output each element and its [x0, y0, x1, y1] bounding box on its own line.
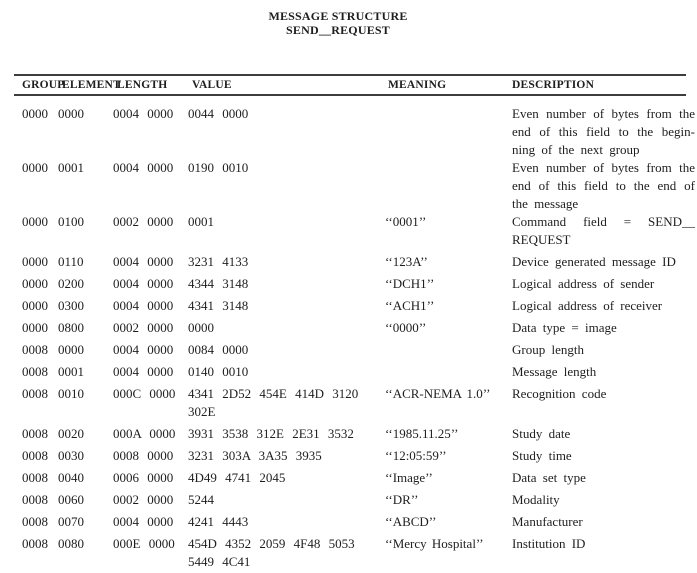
- table-row: [20, 447, 695, 465]
- cell-description: Study time: [512, 448, 572, 463]
- cell-length: 0008 0000: [113, 448, 174, 463]
- table-header-bottom-rule: [14, 94, 686, 96]
- cell-value: 3231 303A 3A35 3935: [188, 448, 322, 463]
- cell-meaning: ‘‘ABCD’’: [385, 514, 437, 529]
- cell-group: 0000: [22, 298, 48, 313]
- cell-meaning: [385, 341, 512, 359]
- cell-group: 0008: [22, 536, 48, 551]
- cell-element: 0001: [58, 160, 84, 175]
- cell-value: 0000: [188, 320, 214, 335]
- cell-meaning: ‘‘0001’’: [385, 214, 427, 229]
- cell-value: 4241 4443: [188, 514, 249, 529]
- cell-length: 0006 0000: [113, 470, 174, 485]
- cell-meaning: ‘‘0000’’: [385, 320, 427, 335]
- cell-element: 0200: [58, 276, 84, 291]
- table-row: [20, 213, 695, 249]
- cell-length: 0002 0000: [113, 320, 174, 335]
- cell-group: 0000: [22, 106, 48, 121]
- cell-element: 0000: [58, 342, 84, 357]
- col-header-meaning: MEANING: [388, 79, 447, 91]
- table-row: [20, 469, 695, 487]
- cell-value: 4341 3148: [188, 298, 249, 313]
- table-row: [20, 159, 695, 213]
- cell-description: Manufacturer: [512, 514, 583, 529]
- table-row: [20, 535, 695, 571]
- cell-meaning: ‘‘Image’’: [385, 470, 433, 485]
- cell-value: 3931 3538 312E 2E31 3532: [188, 426, 354, 441]
- cell-length: 0004 0000: [113, 254, 174, 269]
- col-header-element: ELEMENT: [62, 79, 121, 91]
- table-row: [20, 491, 695, 509]
- cell-length: 000C 0000: [113, 386, 176, 401]
- cell-length: 0002 0000: [113, 214, 174, 229]
- cell-value: 0044 0000: [188, 106, 249, 121]
- table-row: [20, 385, 695, 421]
- table-body: [20, 105, 695, 573]
- col-header-value: VALUE: [192, 79, 232, 91]
- cell-length: 0004 0000: [113, 106, 174, 121]
- table-row: [20, 363, 695, 381]
- table-row: [20, 275, 695, 293]
- cell-value: 4D49 4741 2045: [188, 470, 286, 485]
- cell-description: Logical address of receiver: [512, 298, 663, 313]
- cell-element: 0030: [58, 448, 84, 463]
- table-row: [20, 341, 695, 359]
- cell-value: 0190 0010: [188, 160, 249, 175]
- cell-element: 0800: [58, 320, 84, 335]
- document-title: MESSAGE STRUCTURE: [268, 9, 408, 23]
- cell-group: 0008: [22, 448, 48, 463]
- cell-element: 0020: [58, 426, 84, 441]
- cell-meaning: ‘‘12:05:59’’: [385, 448, 447, 463]
- cell-description: Data type = image: [512, 320, 617, 335]
- cell-meaning: ‘‘123A’’: [385, 254, 428, 269]
- cell-description: Recognition code: [512, 386, 607, 401]
- cell-description: Command field = SEND__ REQUEST: [512, 214, 695, 247]
- cell-group: 0008: [22, 514, 48, 529]
- cell-description: Modality: [512, 492, 560, 507]
- cell-length: 0004 0000: [113, 364, 174, 379]
- table-row: [20, 319, 695, 337]
- cell-group: 0008: [22, 426, 48, 441]
- cell-group: 0008: [22, 364, 48, 379]
- cell-group: 0000: [22, 214, 48, 229]
- cell-element: 0100: [58, 214, 84, 229]
- cell-description: Even number of bytes from the end of this field to the begin- ning of the next group: [512, 106, 695, 157]
- cell-group: 0000: [22, 320, 48, 335]
- cell-meaning: ‘‘DR’’: [385, 492, 419, 507]
- cell-value: 4344 3148: [188, 276, 249, 291]
- cell-value: 4341 2D52 454E 414D 3120 302E: [188, 386, 359, 419]
- cell-description: Institution ID: [512, 536, 586, 551]
- cell-group: 0008: [22, 342, 48, 357]
- cell-description: Device generated message ID: [512, 254, 676, 269]
- table-row: [20, 253, 695, 271]
- col-header-description: DESCRIPTION: [512, 79, 595, 91]
- cell-element: 0000: [58, 106, 84, 121]
- cell-group: 0000: [22, 160, 48, 175]
- cell-value: 0140 0010: [188, 364, 249, 379]
- cell-meaning: ‘‘1985.11.25’’: [385, 426, 459, 441]
- cell-meaning: ‘‘Mercy Hospital’’: [385, 536, 484, 551]
- cell-value: 0001: [188, 214, 214, 229]
- cell-length: 0004 0000: [113, 298, 174, 313]
- cell-value: 454D 4352 2059 4F48 5053 5449 4C41: [188, 536, 355, 569]
- cell-meaning: ‘‘DCH1’’: [385, 276, 435, 291]
- table-row: [20, 513, 695, 531]
- cell-meaning: [385, 159, 512, 213]
- cell-description: Study date: [512, 426, 571, 441]
- cell-length: 0004 0000: [113, 276, 174, 291]
- cell-element: 0070: [58, 514, 84, 529]
- cell-element: 0010: [58, 386, 84, 401]
- cell-value: 3231 4133: [188, 254, 249, 269]
- cell-element: 0110: [58, 254, 84, 269]
- cell-group: 0008: [22, 492, 48, 507]
- cell-description: Group length: [512, 342, 584, 357]
- cell-meaning: ‘‘ACR-NEMA 1.0’’: [385, 386, 491, 401]
- col-header-group: GROUP: [22, 79, 65, 91]
- cell-group: 0000: [22, 276, 48, 291]
- cell-meaning: ‘‘ACH1’’: [385, 298, 435, 313]
- cell-element: 0080: [58, 536, 84, 551]
- cell-meaning: [385, 105, 512, 159]
- cell-value: 0084 0000: [188, 342, 249, 357]
- cell-group: 0008: [22, 386, 48, 401]
- table-row: [20, 297, 695, 315]
- cell-meaning: [385, 363, 512, 381]
- cell-value: 5244: [188, 492, 214, 507]
- cell-description: Logical address of sender: [512, 276, 655, 291]
- table-top-rule: [14, 74, 686, 76]
- cell-element: 0040: [58, 470, 84, 485]
- table-row: [20, 105, 695, 159]
- cell-description: Message length: [512, 364, 597, 379]
- cell-length: 0004 0000: [113, 342, 174, 357]
- col-header-length: LENGTH: [117, 79, 168, 91]
- cell-group: 0000: [22, 254, 48, 269]
- cell-length: 0004 0000: [113, 160, 174, 175]
- cell-length: 0002 0000: [113, 492, 174, 507]
- cell-element: 0060: [58, 492, 84, 507]
- title-block: [0, 9, 676, 37]
- cell-element: 0300: [58, 298, 84, 313]
- cell-description: Data set type: [512, 470, 586, 485]
- cell-element: 0001: [58, 364, 84, 379]
- cell-length: 000E 0000: [113, 536, 175, 551]
- cell-group: 0008: [22, 470, 48, 485]
- cell-description: Even number of bytes from the end of this field to the end of the message: [512, 160, 695, 211]
- table-row: [20, 425, 695, 443]
- cell-length: 0004 0000: [113, 514, 174, 529]
- document-subtitle: SEND__REQUEST: [286, 23, 390, 37]
- table-header-row: [20, 78, 695, 92]
- cell-length: 000A 0000: [113, 426, 176, 441]
